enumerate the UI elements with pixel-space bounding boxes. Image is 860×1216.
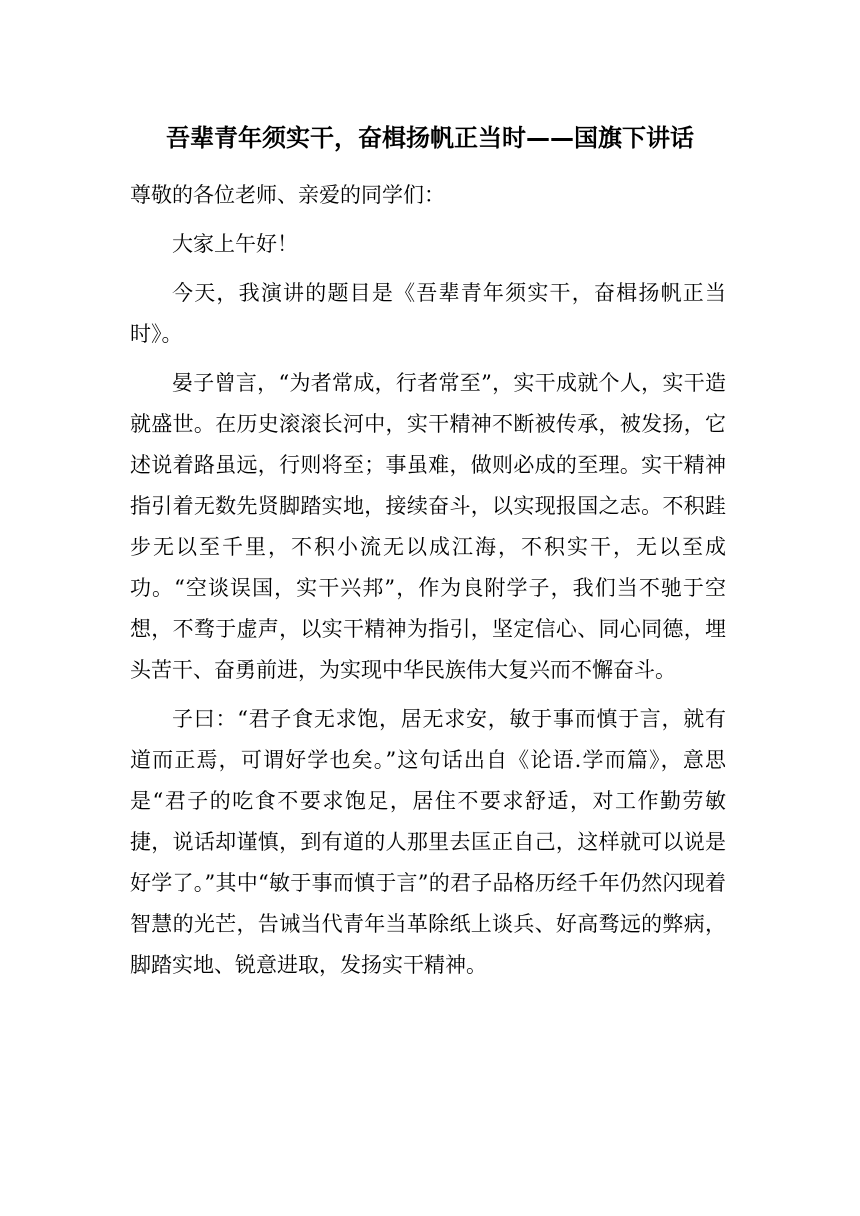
paragraph-confucius: 子曰：“君子食无求饱，居无求安，敏于事而慎于言，就有道而正焉，可谓好学也矣。”这句话出自《论语.学而篇》，意思是“君子的吃食不要求饱足，居住不要求舒适，对工作勤劳敏捷，说话却谨慎，到有道的人那里去匡正自己，这样就可以说是好学了。”其中“敏于事而慎于言”的君子品格历经千年仍然闪现着智慧的光芒，告诫当代青年当革除纸上谈兵、好高骛远的弊病，脚踏实地、锐意进取，发扬实干精神。 <box>130 707 726 977</box>
paragraph-greeting: 大家上午好！ <box>172 232 298 256</box>
salutation: 尊敬的各位老师、亲爱的同学们： <box>130 183 445 207</box>
document-title: 吾辈青年须实干，奋楫扬帆正当时——国旗下讲话 <box>166 124 694 152</box>
paragraph-topic: 今天，我演讲的题目是《吾辈青年须实干，奋楫扬帆正当时》。 <box>130 281 726 346</box>
document-body <box>130 175 726 994</box>
paragraph-yanzi: 晏子曾言，“为者常成，行者常至”，实干成就个人，实干造就盛世。在历史滚滚长河中，实干精神不断被传承，被发扬，它述说着路虽远，行则将至；事虽难，做则必成的至理。实干精神指引着无数先贤脚踏实地，接续奋斗，以实现报国之志。不积跬步无以至千里，不积小流无以成江海，不积实干，无以至成功。“空谈误国，实干兴邦”，作为良附学子，我们当不驰于空想，不骛于虚声，以实干精神为指引，坚定信心、同心同德，埋头苦干、奋勇前进，为实现中华民族伟大复兴而不懈奋斗。 <box>130 371 726 682</box>
